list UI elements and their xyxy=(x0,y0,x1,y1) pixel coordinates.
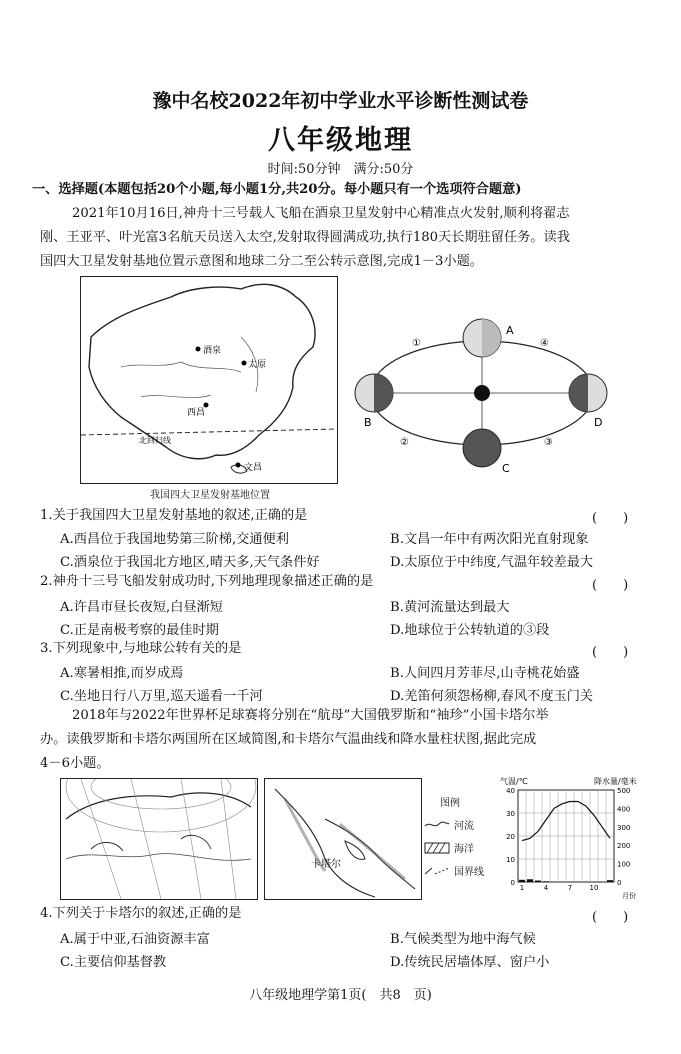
x-tick-label: 4 xyxy=(543,884,549,892)
page-footer: 八年级地理学第1页( 共8 页) xyxy=(249,988,432,1003)
precip-bar xyxy=(607,880,613,882)
intro-line: 国四大卫星发射基地位置示意图和地球二分二至公转示意图,完成1－3小题。 xyxy=(40,254,483,269)
y2-tick-label: 500 xyxy=(617,787,631,795)
sun-icon xyxy=(474,385,490,401)
map-legend xyxy=(424,794,494,894)
option: D.羌笛何须怨杨柳,春风不度玉门关 xyxy=(390,689,594,704)
intro-line: 刚、王亚平、叶光富3名航天员送入太空,发射取得圆满成功,执行180天长期驻留任务。读我 xyxy=(40,230,570,245)
qatar-label: 卡塔尔 xyxy=(311,859,341,870)
y2-tick-label: 400 xyxy=(617,805,631,814)
orbit-seg-1: ① xyxy=(412,338,421,349)
orbit-label-d: D xyxy=(594,416,603,429)
legend-label: 国界线 xyxy=(454,867,484,878)
x-tick-label: 10 xyxy=(589,884,599,892)
section-heading: 一、选择题(本题包括20个小题,每小题1分,共20分。每小题只有一个选项符合题意) xyxy=(32,182,522,197)
question-stem: 2.神舟十三号飞船发射成功时,下列地理现象描述正确的是 xyxy=(40,574,374,589)
border-line-icon xyxy=(424,866,450,876)
question-stem: 4.下列关于卡塔尔的叙述,正确的是 xyxy=(40,906,242,921)
answer-paren: ( ) xyxy=(592,511,629,526)
china-map-drawing xyxy=(81,277,337,483)
map-label-taiyuan: 太原 xyxy=(248,360,267,370)
option: D.太原位于中纬度,气温年较差最大 xyxy=(390,555,594,570)
option: D.地球位于公转轨道的③段 xyxy=(390,623,550,638)
orbit-seg-3: ③ xyxy=(544,437,553,448)
x-axis-label: 月份 xyxy=(622,892,636,900)
orbit-seg-2: ② xyxy=(400,437,409,448)
ocean-icon xyxy=(424,842,450,854)
orbit-label-a: A xyxy=(506,324,514,337)
intro-line: 办。读俄罗斯和卡塔尔两国所在区域简图,和卡塔尔气温曲线和降水量柱状图,据此完成 xyxy=(40,732,537,747)
subject-title: 八年级地理 xyxy=(268,125,413,156)
map-label-wenchang: 文昌 xyxy=(244,463,263,473)
y-axis-label: 气温/℃ xyxy=(500,777,528,786)
option: B.文昌一年中有两次阳光直射现象 xyxy=(390,532,589,547)
y2-tick-label: 100 xyxy=(617,860,631,869)
intro-line: 2021年10月16日,神舟十三号载人飞船在酒泉卫星发射中心精准点火发射,顺利将翟志 xyxy=(72,206,570,221)
y-tick-label: 10 xyxy=(506,856,515,864)
orbit-label-b: B xyxy=(364,416,372,429)
y2-tick-label: 200 xyxy=(617,842,631,851)
precip-bar xyxy=(543,881,549,882)
orbit-seg-4: ④ xyxy=(540,338,549,349)
precip-bar xyxy=(519,880,525,882)
legend-item-border xyxy=(424,863,494,878)
china-launch-sites-map xyxy=(80,276,338,484)
intro-line: 2018年与2022年世界杯足球赛将分别在“航母”大国俄罗斯和“袖珍”小国卡塔尔举 xyxy=(72,708,549,723)
legend-label: 河流 xyxy=(454,821,474,832)
precip-bar xyxy=(535,881,541,882)
y2-axis-label: 降水量/毫米 xyxy=(594,777,637,786)
time-info: 时间:50分钟 满分:50分 xyxy=(267,162,414,177)
answer-paren: ( ) xyxy=(592,645,629,660)
map-caption: 我国四大卫星发射基地位置 xyxy=(150,490,270,501)
option: B.黄河流量达到最大 xyxy=(390,600,510,615)
y-tick-label: 20 xyxy=(506,833,515,841)
option: B.气候类型为地中海气候 xyxy=(390,932,536,947)
river-icon xyxy=(424,820,450,830)
option: A.许昌市昼长夜短,白昼渐短 xyxy=(60,600,223,615)
option: C.主要信仰基督教 xyxy=(60,955,167,970)
exam-title: 豫中名校2022年初中学业水平诊断性测试卷 xyxy=(152,90,529,112)
option: A.西昌位于我国地势第三阶梯,交通便利 xyxy=(60,532,289,547)
map-label-tropic: 北回归线 xyxy=(139,436,171,445)
y-tick-label: 30 xyxy=(506,810,515,818)
earth-orbit-diagram xyxy=(352,300,622,482)
x-tick-label: 7 xyxy=(567,884,573,892)
question-stem: 1.关于我国四大卫星发射基地的叙述,正确的是 xyxy=(40,508,308,523)
x-tick-label: 1 xyxy=(519,884,525,892)
qatar-climate-chart xyxy=(496,774,642,902)
y2-tick-label: 0 xyxy=(617,879,622,887)
y-tick-label: 0 xyxy=(510,879,515,887)
legend-title: 图例 xyxy=(440,798,460,809)
option: A.属于中亚,石油资源丰富 xyxy=(60,932,210,947)
option: A.寒暑相推,而岁成焉 xyxy=(60,666,184,681)
option: C.坐地日行八万里,巡天遥看一千河 xyxy=(60,689,263,704)
russia-map xyxy=(60,778,258,900)
precip-bar xyxy=(527,879,533,882)
y-tick-label: 40 xyxy=(506,787,515,795)
map-label-jiuquan: 酒泉 xyxy=(203,346,222,356)
legend-item-river xyxy=(424,817,494,832)
option: D.传统民居墙体厚、窗户小 xyxy=(390,955,550,970)
question-stem: 3.下列现象中,与地球公转有关的是 xyxy=(40,641,242,656)
option: C.正是南极考察的最佳时期 xyxy=(60,623,219,638)
answer-paren: ( ) xyxy=(592,578,629,593)
intro-line: 4－6小题。 xyxy=(40,756,110,771)
map-label-xichang: 西昌 xyxy=(187,408,206,418)
answer-paren: ( ) xyxy=(592,910,629,925)
qatar-region-map xyxy=(264,778,422,900)
option: B.人间四月芳菲尽,山寺桃花始盛 xyxy=(390,666,580,681)
legend-item-ocean xyxy=(424,840,494,855)
y2-tick-label: 300 xyxy=(617,823,631,832)
orbit-label-c: C xyxy=(502,462,510,475)
option: C.酒泉位于我国北方地区,晴天多,天气条件好 xyxy=(60,555,320,570)
legend-label: 海洋 xyxy=(454,844,474,855)
climate-chart-svg xyxy=(496,774,642,902)
